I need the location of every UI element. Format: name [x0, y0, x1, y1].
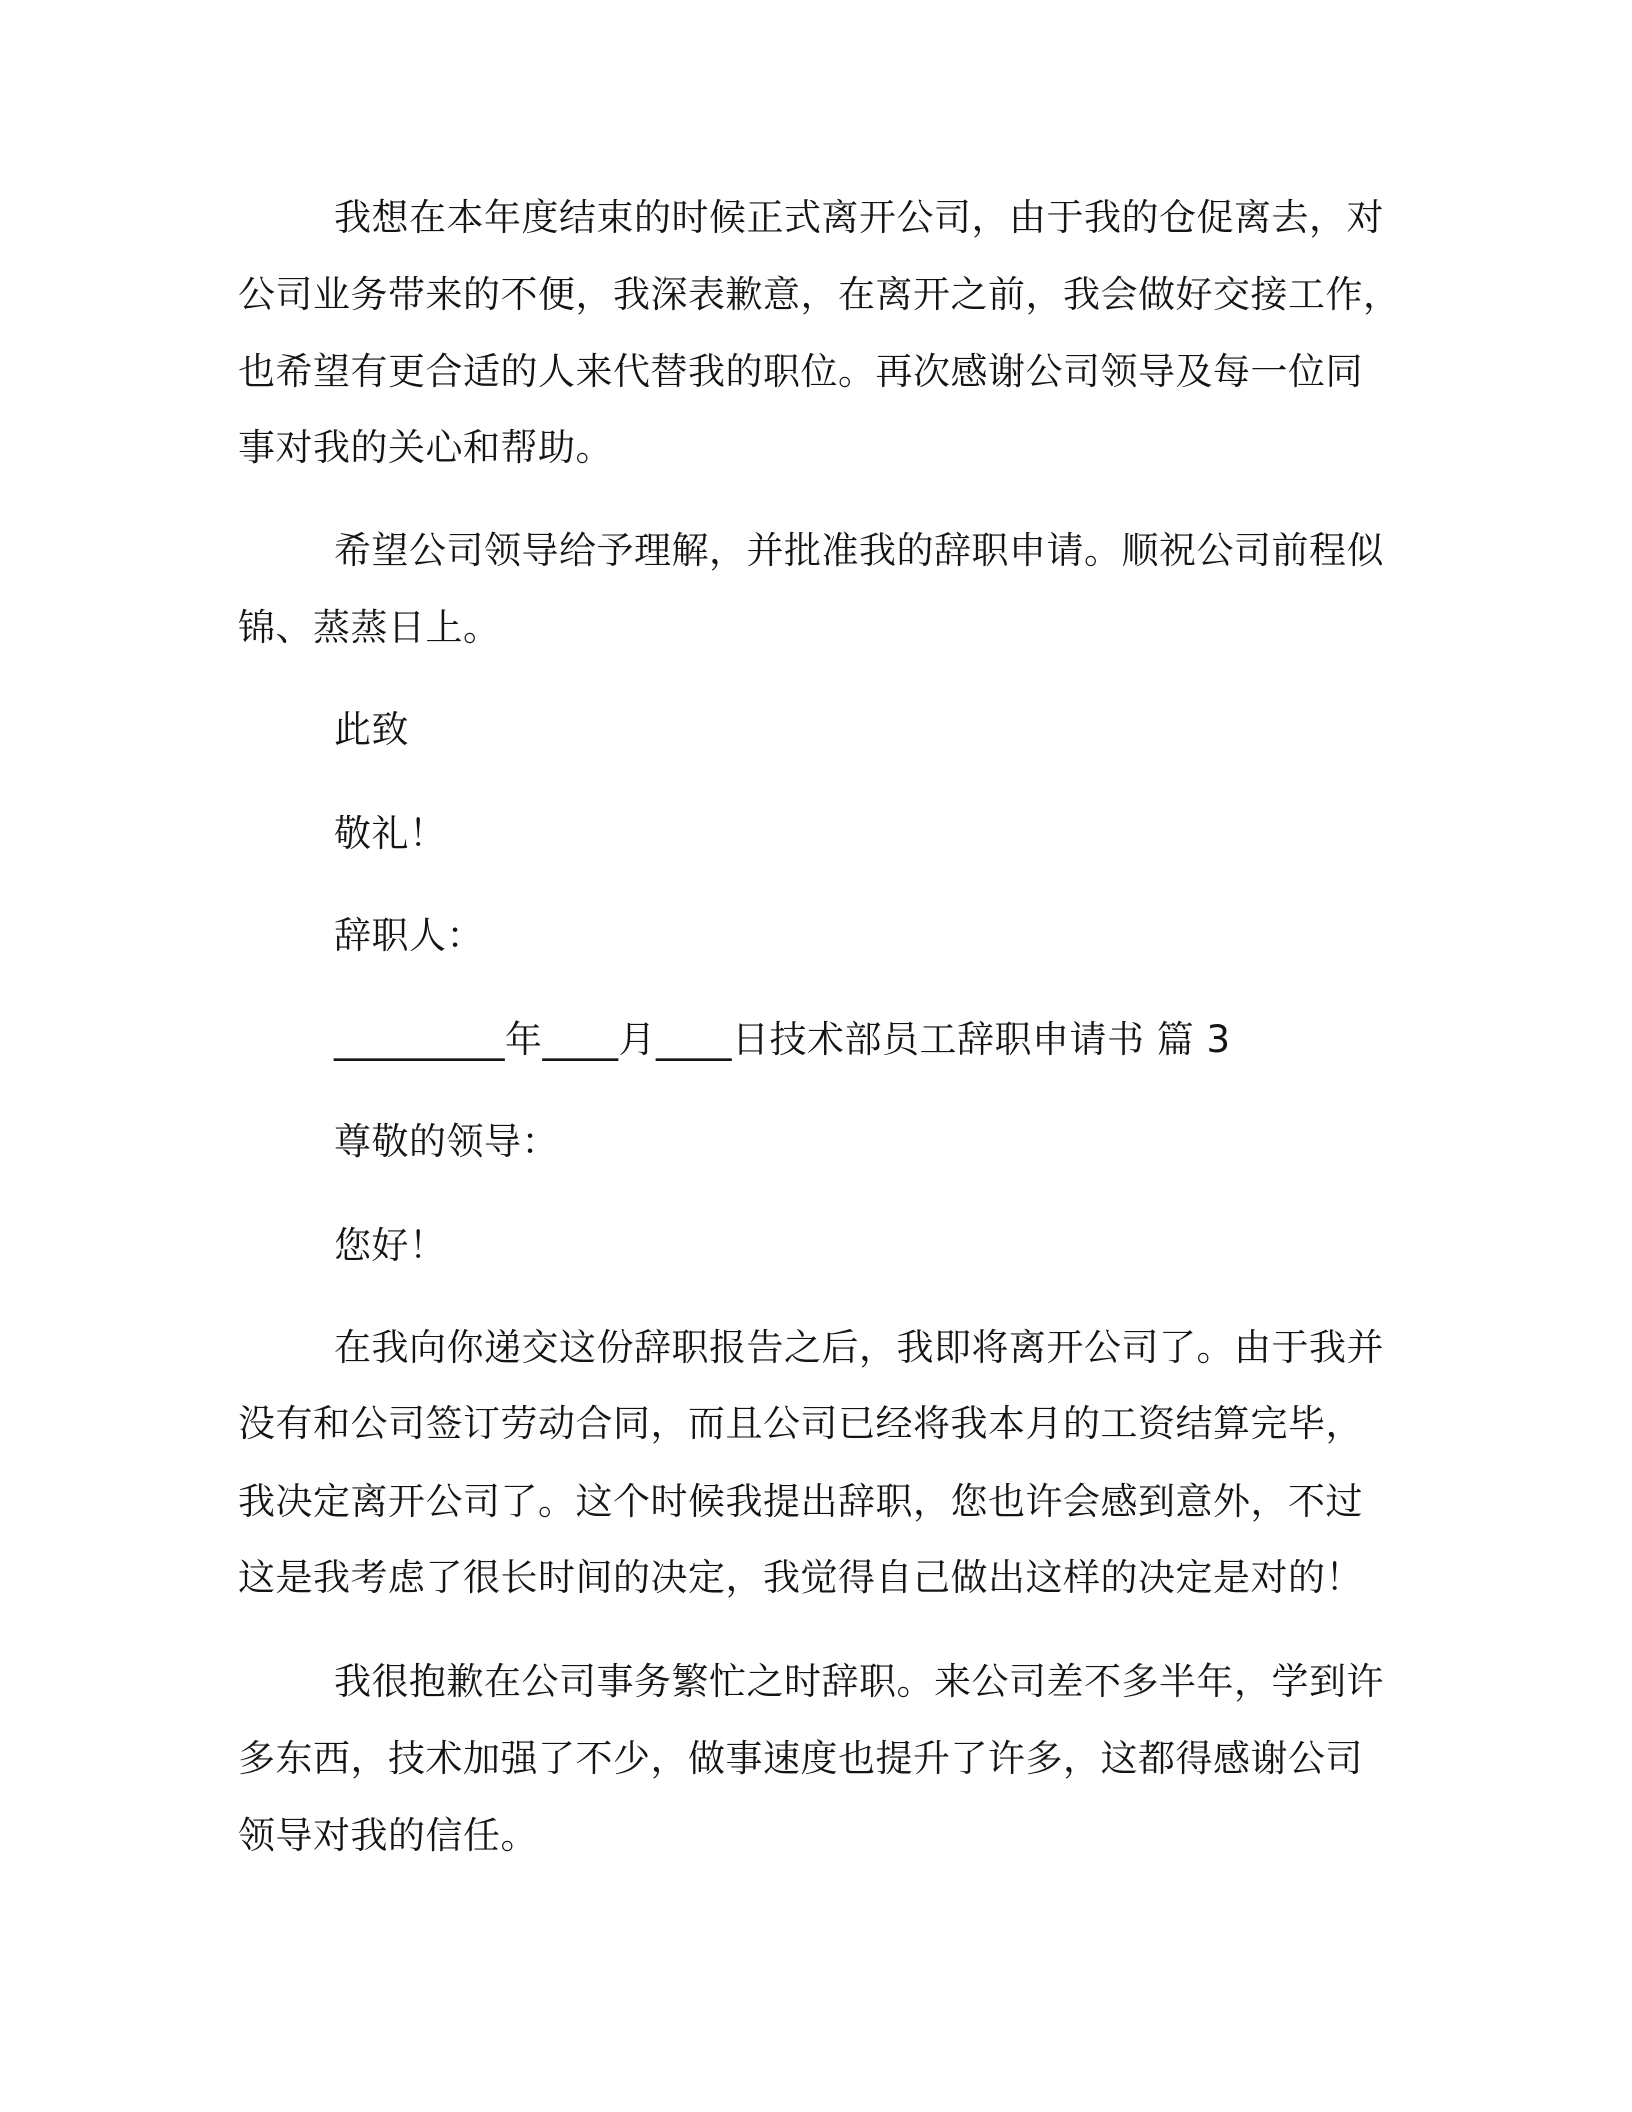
paragraph-3-line-3: 我决定离开公司了。这个时候我提出辞职，您也许会感到意外，不过 [238, 1480, 1363, 1523]
paragraph-2-line-1: 希望公司领导给予理解，并批准我的辞职申请。顺祝公司前程似 [334, 529, 1384, 572]
signer-label: 辞职人： [334, 914, 484, 957]
paragraph-1-line-2: 公司业务带来的不便，我深表歉意，在离开之前，我会做好交接工作， [238, 273, 1401, 316]
paragraph-4-line-1: 我很抱歉在公司事务繁忙之时辞职。来公司差不多半年，学到许 [334, 1660, 1384, 1703]
paragraph-1-line-3: 也希望有更合适的人来代替我的职位。再次感谢公司领导及每一位同 [238, 350, 1363, 393]
salutation: 尊敬的领导： [334, 1120, 559, 1163]
paragraph-1-line-1: 我想在本年度结束的时候正式离开公司，由于我的仓促离去，对 [334, 196, 1384, 239]
paragraph-4-line-3: 领导对我的信任。 [238, 1814, 538, 1857]
date-and-next-title: _________年____月____日技术部员工辞职申请书 篇 3 [334, 1018, 1231, 1061]
greeting: 您好！ [334, 1224, 447, 1267]
paragraph-1-line-4: 事对我的关心和帮助。 [238, 426, 613, 469]
paragraph-4-line-2: 多东西，技术加强了不少，做事速度也提升了许多，这都得感谢公司 [238, 1737, 1363, 1780]
paragraph-3-line-4: 这是我考虑了很长时间的决定，我觉得自己做出这样的决定是对的！ [238, 1556, 1363, 1599]
paragraph-2-line-2: 锦、蒸蒸日上。 [238, 606, 501, 649]
paragraph-3-line-2: 没有和公司签订劳动合同，而且公司已经将我本月的工资结算完毕， [238, 1402, 1363, 1445]
closing-line-2: 敬礼！ [334, 812, 447, 855]
closing-line-1: 此致 [334, 708, 409, 751]
paragraph-3-line-1: 在我向你递交这份辞职报告之后，我即将离开公司了。由于我并 [334, 1326, 1384, 1369]
